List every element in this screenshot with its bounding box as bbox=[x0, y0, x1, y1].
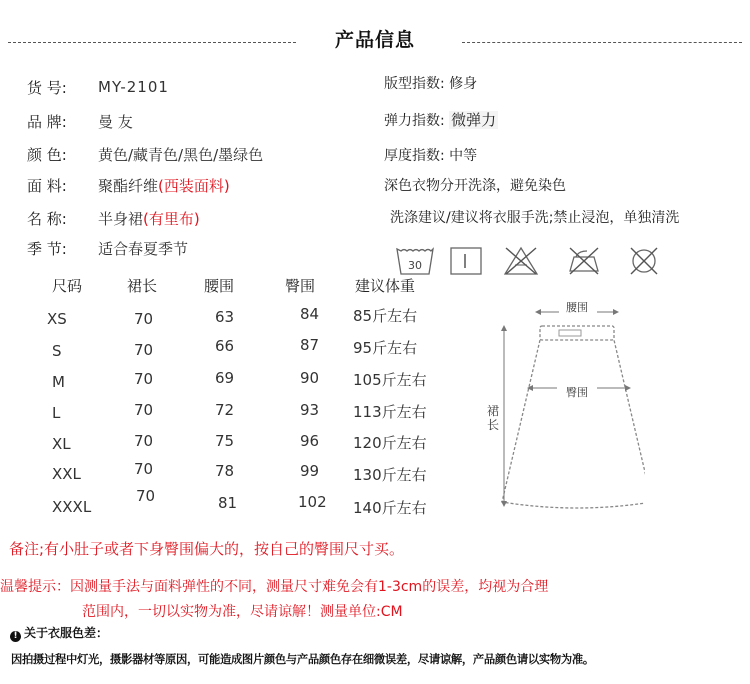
table-cell-waist: 69 bbox=[215, 369, 235, 387]
wash-note: 深色衣物分开洗涤，避免染色 bbox=[384, 178, 566, 194]
wash-30-icon bbox=[395, 245, 435, 277]
color-diff-title bbox=[10, 624, 108, 642]
table-cell-hip: 99 bbox=[300, 462, 320, 480]
table-cell-hip: 87 bbox=[300, 336, 320, 354]
table-cell-size: XS bbox=[47, 310, 67, 328]
no-bleach-icon bbox=[502, 245, 540, 277]
info-value-color: 黄色/藏青色/黑色/墨绿色 bbox=[98, 146, 264, 164]
table-cell-weight: 130斤左右 bbox=[353, 466, 427, 484]
table-cell-waist: 63 bbox=[215, 308, 235, 326]
table-cell-weight: 120斤左右 bbox=[353, 434, 427, 452]
color-diff-text: 因拍摄过程中灯光，摄影器材等原因，可能造成图片颜色与产品颜色存在细微误差，尽请谅解，产品颜色请以实物为准。 bbox=[11, 653, 594, 666]
name-text: 半身裙 bbox=[98, 210, 144, 228]
table-cell-waist: 81 bbox=[218, 494, 238, 512]
belt-buckle bbox=[559, 330, 581, 336]
table-cell-waist: 78 bbox=[215, 462, 235, 480]
tip-text-line2: 范围内，一切以实物为准，尽请谅解！测量单位:CM bbox=[82, 604, 403, 620]
info-value-season: 适合春夏季节 bbox=[98, 240, 189, 258]
table-cell-length: 70 bbox=[134, 460, 154, 478]
table-cell-weight: 95斤左右 bbox=[353, 339, 418, 357]
remark-text: 备注;有小肚子或者下身臀围偏大的，按自己的臀围尺寸买。 bbox=[9, 540, 405, 558]
table-cell-length: 70 bbox=[134, 432, 154, 450]
info-dot-icon: ! bbox=[10, 631, 21, 642]
info-label-name: 名 称: bbox=[27, 210, 67, 228]
table-cell-hip: 96 bbox=[300, 432, 320, 450]
table-header-waist: 腰围 bbox=[204, 277, 235, 295]
table-cell-size: L bbox=[52, 404, 61, 422]
info-value-fabric bbox=[98, 175, 230, 196]
info-value-name bbox=[98, 208, 200, 229]
table-cell-waist: 75 bbox=[215, 432, 235, 450]
table-cell-weight: 105斤左右 bbox=[353, 371, 427, 389]
info-value-sku: MY-2101 bbox=[98, 78, 169, 96]
no-dry-clean-icon bbox=[626, 245, 662, 277]
table-header-length: 裙长 bbox=[127, 277, 158, 295]
table-cell-length: 70 bbox=[134, 370, 154, 388]
thickness-index: 厚度指数: 中等 bbox=[384, 148, 478, 164]
table-cell-size: XL bbox=[52, 435, 71, 453]
info-label-sku: 货 号: bbox=[27, 79, 67, 97]
no-iron-icon bbox=[565, 245, 603, 277]
length-label: 裙长 bbox=[487, 404, 500, 432]
elastic-index bbox=[384, 109, 498, 130]
elastic-value: 微弹力 bbox=[451, 111, 497, 129]
table-header-size: 尺码 bbox=[52, 277, 83, 295]
wash-temp-label: 30 bbox=[408, 259, 422, 272]
table-header-hip: 臀围 bbox=[285, 277, 316, 295]
name-note: (有里布) bbox=[143, 210, 200, 228]
table-cell-size: XXL bbox=[52, 465, 81, 483]
table-cell-weight: 85斤左右 bbox=[353, 307, 418, 325]
table-cell-weight: 113斤左右 bbox=[353, 403, 427, 421]
table-cell-size: XXXL bbox=[52, 498, 92, 516]
wash-advice: 洗涤建议/建议将衣服手洗;禁止浸泡，单独清洗 bbox=[390, 210, 680, 226]
table-cell-length: 70 bbox=[134, 401, 154, 419]
skirt-body-shape bbox=[502, 340, 645, 508]
table-cell-hip: 102 bbox=[298, 493, 327, 511]
table-cell-length: 70 bbox=[134, 341, 154, 359]
elastic-label: 弹力指数: bbox=[384, 113, 445, 129]
fabric-text: 聚酯纤维 bbox=[98, 177, 159, 195]
info-label-color: 颜 色: bbox=[27, 146, 67, 164]
hip-label: 臀围 bbox=[566, 386, 588, 399]
waist-label: 腰围 bbox=[566, 301, 588, 314]
table-cell-waist: 72 bbox=[215, 401, 235, 419]
table-cell-weight: 140斤左右 bbox=[353, 499, 427, 517]
color-diff-title-text: 关于衣服色差： bbox=[24, 626, 109, 640]
tip-text-line1: 温馨提示：因测量手法与面料弹性的不同，测量尺寸难免会有1-3cm的误差，均视为合理 bbox=[0, 579, 549, 595]
fabric-note: (西装面料) bbox=[158, 177, 230, 195]
page-title: 产品信息 bbox=[334, 29, 415, 51]
table-cell-length: 70 bbox=[136, 487, 156, 505]
table-cell-size: M bbox=[52, 373, 65, 391]
table-cell-waist: 66 bbox=[215, 337, 235, 355]
table-cell-hip: 90 bbox=[300, 369, 320, 387]
info-label-fabric: 面 料: bbox=[27, 177, 67, 195]
fit-index: 版型指数: 修身 bbox=[384, 76, 478, 92]
info-label-brand: 品 牌: bbox=[27, 113, 67, 131]
table-cell-hip: 93 bbox=[300, 401, 320, 419]
table-cell-length: 70 bbox=[134, 310, 154, 328]
table-cell-hip: 84 bbox=[300, 305, 320, 323]
table-cell-size: S bbox=[52, 342, 62, 360]
info-value-brand: 曼 友 bbox=[98, 113, 133, 131]
info-label-season: 季 节: bbox=[27, 240, 67, 258]
table-header-weight: 建议体重 bbox=[355, 277, 416, 295]
tumble-dry-icon bbox=[448, 245, 484, 277]
waistband-shape bbox=[540, 326, 614, 340]
